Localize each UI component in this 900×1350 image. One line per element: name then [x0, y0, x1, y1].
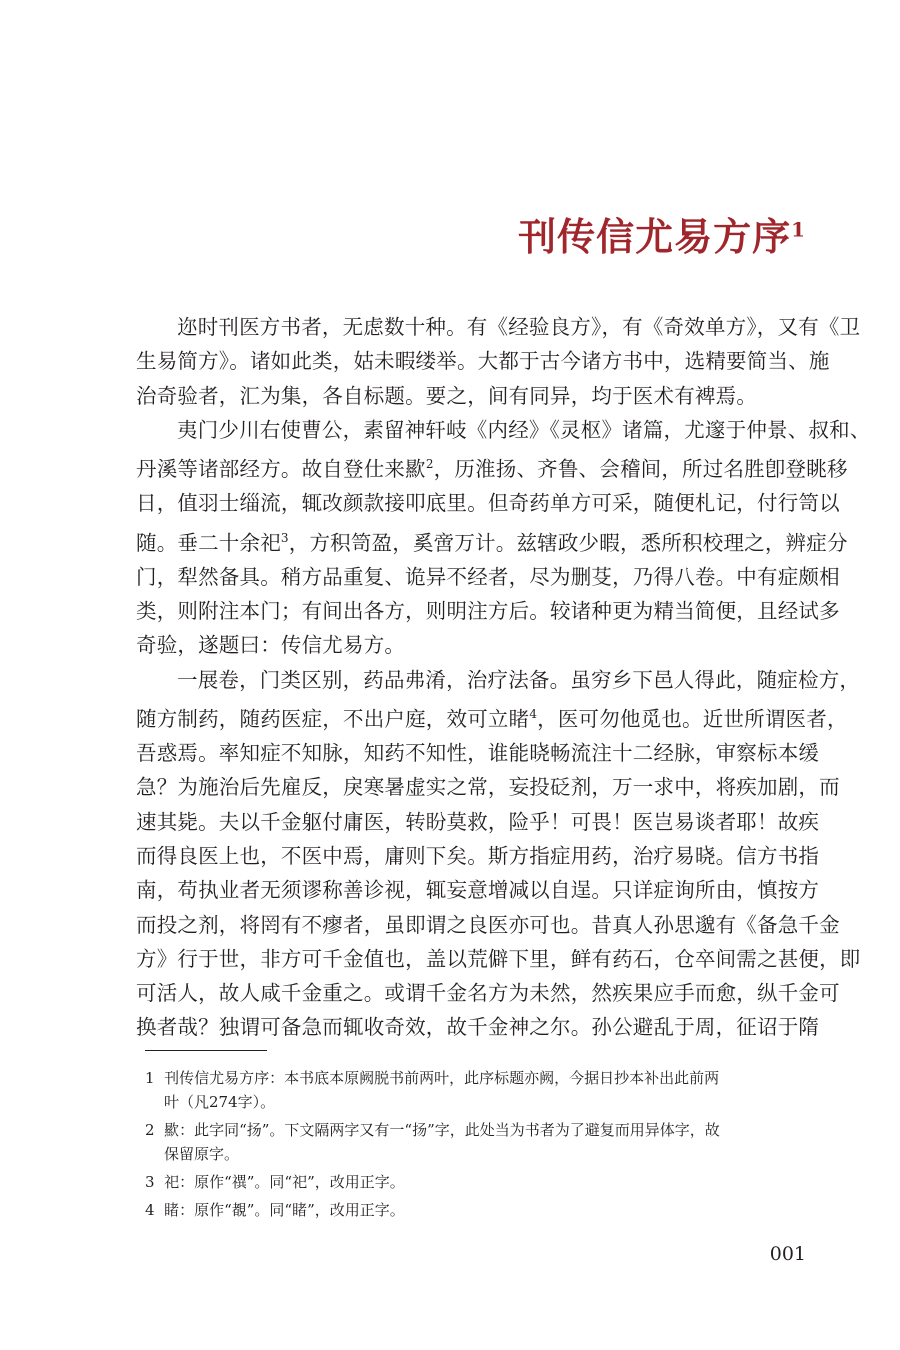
page-title — [518, 206, 806, 261]
text-segment: ，医可勿他觅也。近世所谓医者， — [537, 706, 848, 731]
footnote-divider — [145, 1050, 267, 1051]
text-line: 夷门少川右使曹公，素留神轩岐《内经》《灵枢》诸篇，尤邃于仲景、叔和、 — [177, 417, 871, 442]
text-line — [136, 521, 848, 560]
preface-body — [136, 310, 871, 1045]
text-line: 门，犁然备具。稍方品重复、诡异不经者，尽为删芟，乃得八卷。中有症颇相 — [136, 564, 840, 589]
footnote-mark: 4 — [529, 706, 538, 721]
footnote — [145, 1198, 810, 1222]
text-line: 南，苟执业者无须谬称善诊视，辄妄意增减以自逞。只详症询所由，慎按方 — [136, 878, 820, 903]
text-line: 一展卷，门类区别，药品弗淆，治疗法备。虽穷乡下邑人得此，随症检方， — [177, 667, 861, 692]
text-line: 奇验，遂题曰：传信尤易方。 — [136, 633, 406, 658]
text-line: 换者哉？独谓可备急而辄收奇效，故千金神之尔。孙公避乱于周，征诏于隋 — [136, 1015, 820, 1040]
text-segment: 随方制药，随药医症，不出户庭，效可立睹 — [136, 706, 530, 731]
footnote-number: 4 — [145, 1201, 155, 1219]
text-line: 可活人，故人咸千金重之。或谓千金名方为未然，然疾果应手而愈，纵千金可 — [136, 981, 840, 1006]
text-line: 急？为施治后先雇反，戾寒暑虚实之常，妄投砭剂，万一求中，将疾加剧，而 — [136, 775, 840, 800]
title-note-mark: 1 — [791, 217, 806, 242]
paragraph-3 — [136, 663, 861, 1045]
text-line: 生易简方》。诸如此类，姑未暇缕举。大都于古今诸方书中，选精要简当、施 — [136, 349, 830, 374]
text-segment: ，历淮扬、齐鲁、会稽间，所过名胜卽登眺移 — [433, 457, 848, 482]
page-number: 001 — [769, 1243, 806, 1265]
paragraph-1 — [136, 310, 861, 413]
text-segment: 随。垂二十余祀 — [136, 530, 281, 555]
footnote-line — [145, 1170, 810, 1194]
footnote-line: 保留原字。 — [164, 1145, 240, 1163]
footnote-number: 2 — [145, 1121, 155, 1139]
text-segment: ，方积笥盈，奚啻万计。兹辖政少暇，悉所积校理之，辨症分 — [288, 530, 848, 555]
text-line: 迩时刊医方书者，无虑数十种。有《经验良方》，有《奇效单方》，又有《卫 — [177, 315, 861, 339]
footnote — [145, 1118, 810, 1166]
text-segment: 丹溪等诸部经方。故自登仕来歞 — [136, 457, 426, 482]
footnote-mark: 3 — [280, 530, 289, 545]
text-line — [136, 447, 848, 486]
text-line: 方》行于世，非方可千金值也，盖以荒僻下里，鲜有药石，仓卒间需之甚便，即 — [136, 946, 861, 971]
footnote-line — [145, 1198, 810, 1222]
text-line — [136, 697, 848, 736]
footnote-line — [145, 1118, 810, 1142]
text-line: 日，值羽士缁流，辄改颜款接叩底里。但奇药单方可采，随便札记，付行笥以 — [136, 491, 840, 516]
footnote-number: 3 — [145, 1173, 155, 1191]
paragraph-2 — [136, 413, 871, 663]
text-line: 而投之剂，将罔有不瘳者，虽即谓之良医亦可也。昔真人孙思邈有《备急千金 — [136, 912, 840, 937]
text-line: 速其毙。夫以千金躯付庸医，转盼莫救，险乎！可畏！医岂易谈者耶！故疾 — [136, 809, 820, 834]
title-text: 刊传信尤易方序 — [518, 214, 792, 259]
footnotes — [145, 1066, 810, 1226]
footnote-text: 歞：此字同“扬”。下文隔两字又有一“扬”字，此处当为书者为了避复而用异体字，故 — [164, 1121, 720, 1139]
text-line: 治奇验者，汇为集，各自标题。要之，间有同异，均于医术有裨焉。 — [136, 383, 757, 408]
footnote-line: 叶（凡274字）。 — [164, 1093, 276, 1111]
text-line: 而得良医上也，不医中焉，庸则下矣。斯方指症用药，治疗易晓。信方书指 — [136, 843, 820, 868]
footnote-number: 1 — [145, 1069, 155, 1087]
footnote-text: 刊传信尤易方序：本书底本原阙脱书前两叶，此序标题亦阙，今据日抄本补出此前两 — [164, 1069, 720, 1087]
footnote-line — [145, 1066, 810, 1090]
footnote — [145, 1170, 810, 1194]
footnote-text: 睹：原作“覩”。同“睹”，改用正字。 — [164, 1201, 405, 1219]
footnote-mark: 2 — [425, 457, 434, 472]
text-line: 类，则附注本门；有间出各方，则明注方后。较诸种更为精当简便，且经试多 — [136, 599, 840, 624]
footnote — [145, 1066, 810, 1114]
footnote-text: 祀：原作“禩”。同“祀”，改用正字。 — [164, 1173, 405, 1191]
text-line: 吾惑焉。率知症不知脉，知药不知性，谁能晓畅流注十二经脉，审察标本缓 — [136, 741, 820, 766]
